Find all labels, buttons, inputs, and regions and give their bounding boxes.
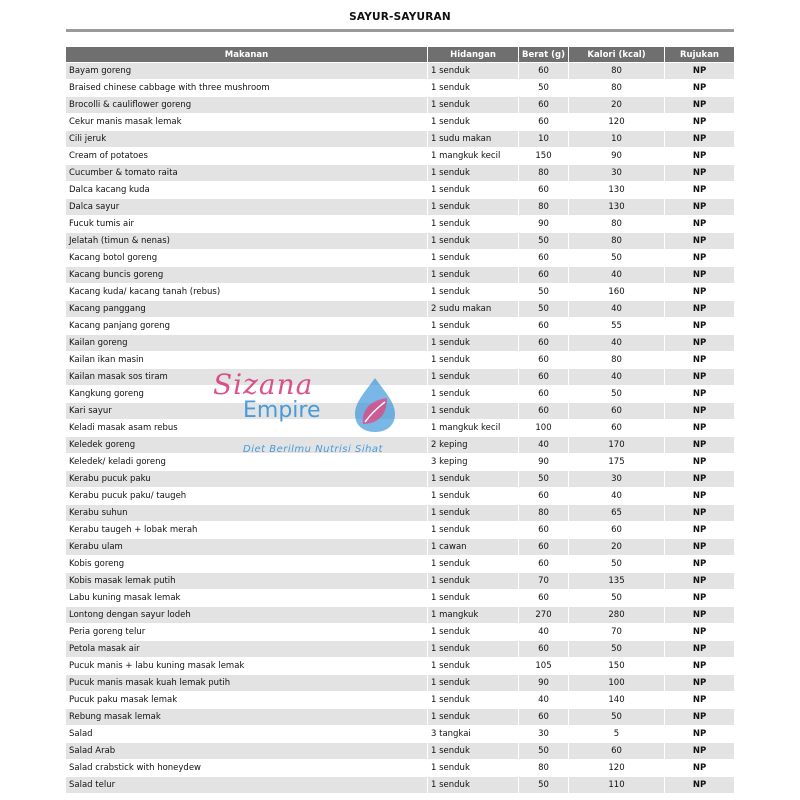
cell-hidangan: 1 senduk <box>428 352 519 368</box>
cell-kalori: 160 <box>569 284 665 300</box>
cell-makanan: Kailan masak sos tiram <box>66 369 428 385</box>
cell-hidangan: 1 senduk <box>428 114 519 130</box>
cell-makanan: Bayam goreng <box>66 63 428 79</box>
watermark-tagline: Diet Berilmu Nutrisi Sihat <box>243 444 383 455</box>
cell-rujukan: NP <box>665 284 734 300</box>
nutrition-table <box>66 46 734 794</box>
cell-makanan: Labu kuning masak lemak <box>66 590 428 606</box>
cell-berat: 40 <box>519 624 569 640</box>
cell-kalori: 140 <box>569 692 665 708</box>
cell-kalori: 80 <box>569 216 665 232</box>
cell-makanan: Kacang panjang goreng <box>66 318 428 334</box>
cell-berat: 60 <box>519 114 569 130</box>
cell-berat: 80 <box>519 165 569 181</box>
table-row <box>66 658 734 674</box>
cell-hidangan: 1 senduk <box>428 675 519 691</box>
cell-rujukan: NP <box>665 352 734 368</box>
cell-hidangan: 1 senduk <box>428 760 519 776</box>
cell-rujukan: NP <box>665 420 734 436</box>
table-row <box>66 114 734 130</box>
cell-hidangan: 1 senduk <box>428 522 519 538</box>
table-row <box>66 760 734 776</box>
cell-makanan: Kerabu pucuk paku/ taugeh <box>66 488 428 504</box>
cell-hidangan: 1 senduk <box>428 250 519 266</box>
cell-hidangan: 1 senduk <box>428 624 519 640</box>
cell-makanan: Kacang botol goreng <box>66 250 428 266</box>
cell-berat: 80 <box>519 199 569 215</box>
cell-rujukan: NP <box>665 233 734 249</box>
cell-makanan: Fucuk tumis air <box>66 216 428 232</box>
table-header-row <box>66 47 734 62</box>
cell-rujukan: NP <box>665 726 734 742</box>
cell-hidangan: 1 senduk <box>428 777 519 793</box>
cell-rujukan: NP <box>665 692 734 708</box>
cell-kalori: 65 <box>569 505 665 521</box>
cell-hidangan: 1 senduk <box>428 199 519 215</box>
cell-berat: 10 <box>519 131 569 147</box>
cell-rujukan: NP <box>665 556 734 572</box>
cell-hidangan: 1 senduk <box>428 216 519 232</box>
table-row <box>66 335 734 351</box>
cell-berat: 40 <box>519 692 569 708</box>
table-row <box>66 420 734 436</box>
cell-kalori: 60 <box>569 420 665 436</box>
cell-makanan: Kobis goreng <box>66 556 428 572</box>
cell-hidangan: 2 keping <box>428 437 519 453</box>
cell-berat: 80 <box>519 760 569 776</box>
cell-kalori: 30 <box>569 165 665 181</box>
cell-kalori: 110 <box>569 777 665 793</box>
cell-rujukan: NP <box>665 777 734 793</box>
cell-kalori: 80 <box>569 352 665 368</box>
table-row <box>66 675 734 691</box>
cell-rujukan: NP <box>665 114 734 130</box>
cell-berat: 60 <box>519 250 569 266</box>
cell-kalori: 100 <box>569 675 665 691</box>
table-row <box>66 131 734 147</box>
cell-berat: 80 <box>519 505 569 521</box>
cell-berat: 50 <box>519 233 569 249</box>
cell-kalori: 80 <box>569 80 665 96</box>
cell-hidangan: 1 mangkuk kecil <box>428 420 519 436</box>
table-row <box>66 284 734 300</box>
cell-rujukan: NP <box>665 488 734 504</box>
cell-makanan: Keladi masak asam rebus <box>66 420 428 436</box>
table-row <box>66 369 734 385</box>
cell-berat: 60 <box>519 403 569 419</box>
table-row <box>66 454 734 470</box>
cell-hidangan: 1 senduk <box>428 692 519 708</box>
cell-makanan: Salad <box>66 726 428 742</box>
table-row <box>66 80 734 96</box>
cell-hidangan: 1 senduk <box>428 233 519 249</box>
cell-makanan: Kobis masak lemak putih <box>66 573 428 589</box>
cell-kalori: 170 <box>569 437 665 453</box>
table-row <box>66 539 734 555</box>
cell-hidangan: 1 senduk <box>428 709 519 725</box>
cell-kalori: 60 <box>569 403 665 419</box>
cell-hidangan: 1 senduk <box>428 63 519 79</box>
cell-berat: 50 <box>519 80 569 96</box>
cell-hidangan: 1 senduk <box>428 165 519 181</box>
cell-berat: 90 <box>519 216 569 232</box>
column-header-berat: Berat (g) <box>519 47 569 62</box>
table-row <box>66 301 734 317</box>
table-row <box>66 267 734 283</box>
cell-makanan: Keledek goreng <box>66 437 428 453</box>
cell-kalori: 130 <box>569 199 665 215</box>
cell-rujukan: NP <box>665 216 734 232</box>
cell-makanan: Cili jeruk <box>66 131 428 147</box>
cell-kalori: 5 <box>569 726 665 742</box>
cell-kalori: 20 <box>569 97 665 113</box>
table-body <box>66 63 734 793</box>
table-row <box>66 573 734 589</box>
cell-makanan: Lontong dengan sayur lodeh <box>66 607 428 623</box>
cell-kalori: 120 <box>569 760 665 776</box>
cell-berat: 50 <box>519 743 569 759</box>
cell-hidangan: 1 senduk <box>428 386 519 402</box>
cell-rujukan: NP <box>665 539 734 555</box>
cell-berat: 60 <box>519 63 569 79</box>
cell-kalori: 60 <box>569 522 665 538</box>
cell-berat: 90 <box>519 454 569 470</box>
cell-kalori: 280 <box>569 607 665 623</box>
column-header-makanan: Makanan <box>66 47 428 62</box>
cell-berat: 50 <box>519 301 569 317</box>
cell-kalori: 40 <box>569 301 665 317</box>
cell-rujukan: NP <box>665 675 734 691</box>
cell-kalori: 60 <box>569 743 665 759</box>
table-row <box>66 777 734 793</box>
table-row <box>66 522 734 538</box>
table-row <box>66 216 734 232</box>
cell-hidangan: 1 senduk <box>428 182 519 198</box>
cell-hidangan: 1 senduk <box>428 590 519 606</box>
table-row <box>66 590 734 606</box>
cell-kalori: 130 <box>569 182 665 198</box>
cell-hidangan: 1 senduk <box>428 573 519 589</box>
cell-berat: 70 <box>519 573 569 589</box>
cell-kalori: 80 <box>569 233 665 249</box>
cell-kalori: 70 <box>569 624 665 640</box>
cell-makanan: Petola masak air <box>66 641 428 657</box>
cell-rujukan: NP <box>665 505 734 521</box>
cell-kalori: 50 <box>569 641 665 657</box>
cell-rujukan: NP <box>665 148 734 164</box>
cell-makanan: Kailan ikan masin <box>66 352 428 368</box>
cell-makanan: Braised chinese cabbage with three mushroom <box>66 80 428 96</box>
cell-berat: 60 <box>519 369 569 385</box>
cell-hidangan: 1 sudu makan <box>428 131 519 147</box>
cell-rujukan: NP <box>665 165 734 181</box>
cell-berat: 40 <box>519 437 569 453</box>
table-row <box>66 709 734 725</box>
table-row <box>66 250 734 266</box>
cell-makanan: Rebung masak lemak <box>66 709 428 725</box>
cell-makanan: Salad crabstick with honeydew <box>66 760 428 776</box>
cell-hidangan: 1 senduk <box>428 658 519 674</box>
cell-kalori: 40 <box>569 488 665 504</box>
table-row <box>66 692 734 708</box>
cell-kalori: 20 <box>569 539 665 555</box>
column-header-hidangan: Hidangan <box>428 47 519 62</box>
cell-hidangan: 1 senduk <box>428 80 519 96</box>
cell-hidangan: 1 senduk <box>428 403 519 419</box>
cell-kalori: 50 <box>569 250 665 266</box>
cell-berat: 50 <box>519 777 569 793</box>
cell-rujukan: NP <box>665 471 734 487</box>
page-title: SAYUR-SAYURAN <box>349 11 451 23</box>
cell-rujukan: NP <box>665 267 734 283</box>
table-row <box>66 607 734 623</box>
cell-hidangan: 1 senduk <box>428 505 519 521</box>
cell-rujukan: NP <box>665 573 734 589</box>
table-row <box>66 165 734 181</box>
cell-rujukan: NP <box>665 658 734 674</box>
cell-kalori: 80 <box>569 63 665 79</box>
cell-berat: 270 <box>519 607 569 623</box>
cell-makanan: Kari sayur <box>66 403 428 419</box>
cell-hidangan: 3 tangkai <box>428 726 519 742</box>
cell-hidangan: 1 mangkuk kecil <box>428 148 519 164</box>
cell-kalori: 50 <box>569 386 665 402</box>
cell-hidangan: 1 mangkuk <box>428 607 519 623</box>
column-header-rujukan: Rujukan <box>665 47 734 62</box>
cell-kalori: 150 <box>569 658 665 674</box>
cell-makanan: Kacang panggang <box>66 301 428 317</box>
cell-makanan: Pucuk manis + labu kuning masak lemak <box>66 658 428 674</box>
cell-makanan: Dalca sayur <box>66 199 428 215</box>
cell-rujukan: NP <box>665 199 734 215</box>
table-row <box>66 505 734 521</box>
cell-berat: 60 <box>519 539 569 555</box>
cell-rujukan: NP <box>665 403 734 419</box>
cell-berat: 60 <box>519 709 569 725</box>
table-row <box>66 318 734 334</box>
table-row <box>66 488 734 504</box>
cell-makanan: Cucumber & tomato raita <box>66 165 428 181</box>
cell-hidangan: 2 sudu makan <box>428 301 519 317</box>
cell-berat: 60 <box>519 97 569 113</box>
cell-makanan: Cekur manis masak lemak <box>66 114 428 130</box>
cell-berat: 60 <box>519 556 569 572</box>
cell-berat: 100 <box>519 420 569 436</box>
cell-makanan: Pucuk paku masak lemak <box>66 692 428 708</box>
cell-rujukan: NP <box>665 641 734 657</box>
cell-makanan: Jelatah (timun & nenas) <box>66 233 428 249</box>
table-row <box>66 182 734 198</box>
cell-berat: 50 <box>519 471 569 487</box>
cell-hidangan: 1 senduk <box>428 267 519 283</box>
cell-rujukan: NP <box>665 318 734 334</box>
column-header-kalori: Kalori (kcal) <box>569 47 665 62</box>
cell-kalori: 55 <box>569 318 665 334</box>
cell-berat: 60 <box>519 488 569 504</box>
cell-hidangan: 1 senduk <box>428 97 519 113</box>
cell-makanan: Salad Arab <box>66 743 428 759</box>
cell-berat: 90 <box>519 675 569 691</box>
cell-hidangan: 1 senduk <box>428 318 519 334</box>
cell-kalori: 40 <box>569 335 665 351</box>
cell-rujukan: NP <box>665 250 734 266</box>
cell-rujukan: NP <box>665 386 734 402</box>
table-row <box>66 641 734 657</box>
table-row <box>66 471 734 487</box>
cell-hidangan: 1 senduk <box>428 471 519 487</box>
cell-berat: 60 <box>519 182 569 198</box>
cell-berat: 105 <box>519 658 569 674</box>
cell-makanan: Kerabu pucuk paku <box>66 471 428 487</box>
cell-kalori: 40 <box>569 267 665 283</box>
cell-rujukan: NP <box>665 301 734 317</box>
cell-kalori: 135 <box>569 573 665 589</box>
cell-makanan: Salad telur <box>66 777 428 793</box>
table-row <box>66 437 734 453</box>
table-row <box>66 97 734 113</box>
table-row <box>66 743 734 759</box>
cell-hidangan: 1 senduk <box>428 641 519 657</box>
cell-hidangan: 1 senduk <box>428 335 519 351</box>
cell-makanan: Brocolli & cauliflower goreng <box>66 97 428 113</box>
cell-makanan: Kacang buncis goreng <box>66 267 428 283</box>
cell-berat: 30 <box>519 726 569 742</box>
cell-kalori: 30 <box>569 471 665 487</box>
cell-rujukan: NP <box>665 454 734 470</box>
cell-hidangan: 1 cawan <box>428 539 519 555</box>
table-row <box>66 352 734 368</box>
cell-rujukan: NP <box>665 182 734 198</box>
cell-berat: 60 <box>519 267 569 283</box>
table-row <box>66 199 734 215</box>
watermark-script-text: Sizana <box>213 368 314 401</box>
cell-kalori: 50 <box>569 590 665 606</box>
cell-rujukan: NP <box>665 369 734 385</box>
cell-rujukan: NP <box>665 743 734 759</box>
cell-rujukan: NP <box>665 760 734 776</box>
cell-berat: 60 <box>519 590 569 606</box>
table-row <box>66 386 734 402</box>
cell-makanan: Pucuk manis masak kuah lemak putih <box>66 675 428 691</box>
cell-berat: 50 <box>519 284 569 300</box>
cell-berat: 60 <box>519 522 569 538</box>
cell-rujukan: NP <box>665 63 734 79</box>
cell-makanan: Kacang kuda/ kacang tanah (rebus) <box>66 284 428 300</box>
cell-kalori: 90 <box>569 148 665 164</box>
cell-kalori: 10 <box>569 131 665 147</box>
table-row <box>66 726 734 742</box>
cell-kalori: 50 <box>569 556 665 572</box>
cell-makanan: Keledek/ keladi goreng <box>66 454 428 470</box>
cell-hidangan: 1 senduk <box>428 488 519 504</box>
cell-makanan: Kerabu taugeh + lobak merah <box>66 522 428 538</box>
cell-hidangan: 1 senduk <box>428 284 519 300</box>
table-row <box>66 63 734 79</box>
table-row <box>66 624 734 640</box>
cell-rujukan: NP <box>665 97 734 113</box>
title-divider <box>66 29 734 32</box>
cell-hidangan: 1 senduk <box>428 556 519 572</box>
cell-kalori: 40 <box>569 369 665 385</box>
watermark-brand-text: Empire <box>243 398 321 423</box>
cell-berat: 60 <box>519 335 569 351</box>
cell-hidangan: 3 keping <box>428 454 519 470</box>
table-row <box>66 403 734 419</box>
cell-rujukan: NP <box>665 624 734 640</box>
cell-rujukan: NP <box>665 590 734 606</box>
cell-makanan: Dalca kacang kuda <box>66 182 428 198</box>
cell-makanan: Kangkung goreng <box>66 386 428 402</box>
table-row <box>66 148 734 164</box>
cell-berat: 60 <box>519 641 569 657</box>
cell-berat: 60 <box>519 386 569 402</box>
cell-hidangan: 1 senduk <box>428 743 519 759</box>
cell-berat: 150 <box>519 148 569 164</box>
cell-rujukan: NP <box>665 335 734 351</box>
table-row <box>66 556 734 572</box>
cell-kalori: 50 <box>569 709 665 725</box>
cell-rujukan: NP <box>665 709 734 725</box>
cell-kalori: 175 <box>569 454 665 470</box>
cell-makanan: Cream of potatoes <box>66 148 428 164</box>
cell-makanan: Kerabu ulam <box>66 539 428 555</box>
cell-makanan: Peria goreng telur <box>66 624 428 640</box>
cell-makanan: Kailan goreng <box>66 335 428 351</box>
table-row <box>66 233 734 249</box>
cell-makanan: Kerabu suhun <box>66 505 428 521</box>
cell-berat: 60 <box>519 318 569 334</box>
cell-rujukan: NP <box>665 522 734 538</box>
cell-hidangan: 1 senduk <box>428 369 519 385</box>
cell-rujukan: NP <box>665 80 734 96</box>
cell-rujukan: NP <box>665 131 734 147</box>
cell-kalori: 120 <box>569 114 665 130</box>
cell-rujukan: NP <box>665 607 734 623</box>
cell-berat: 60 <box>519 352 569 368</box>
cell-rujukan: NP <box>665 437 734 453</box>
